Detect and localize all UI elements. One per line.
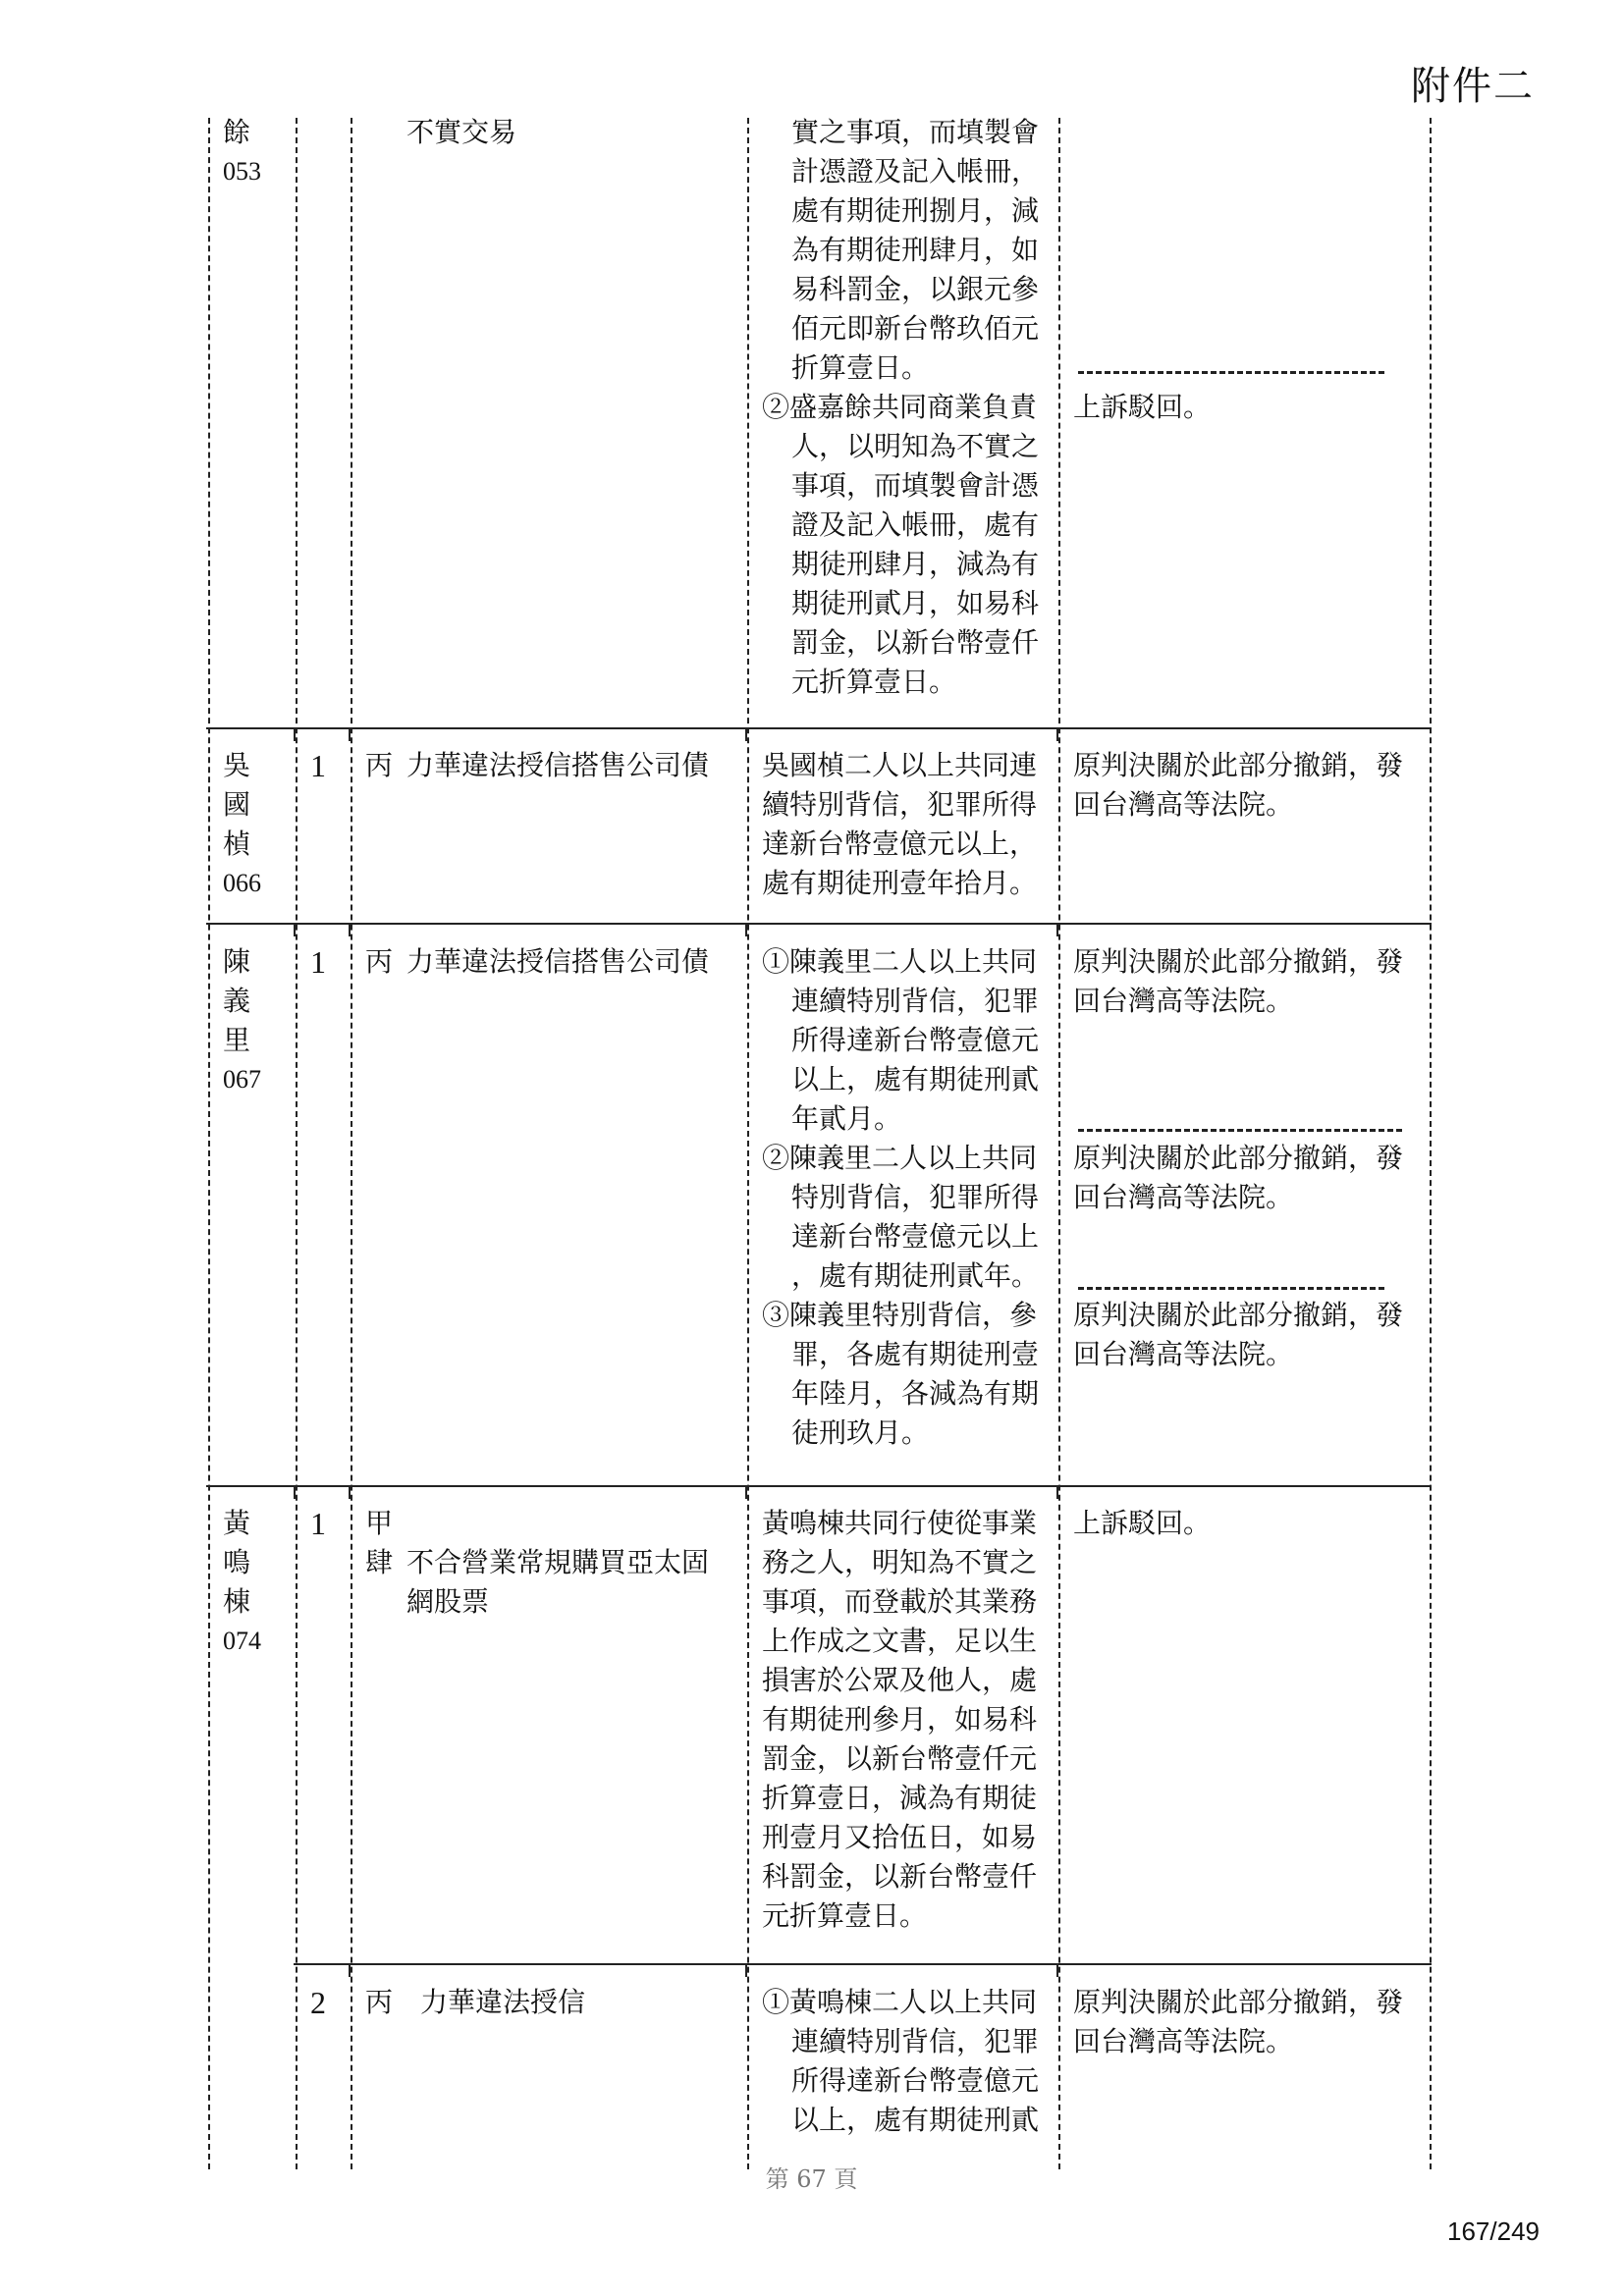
sentence-line: 吳國楨二人以上共同連 — [762, 749, 1038, 781]
defendant-name-char: 棟 — [223, 1585, 251, 1618]
sentence-line: ①黃鳴棟二人以上共同 — [762, 1986, 1038, 2018]
separator-tick — [349, 1485, 351, 1499]
sentence-line: 人，以明知為不實之 — [791, 430, 1040, 462]
ruling-text: 上訴駁回。 — [1073, 391, 1212, 423]
sentence-line: 達新台幣壹億元以上， — [762, 828, 1038, 860]
separator-tick — [349, 923, 351, 936]
defendant-code: 066 — [223, 869, 261, 897]
defendant-code: 074 — [223, 1627, 261, 1655]
column-rule — [351, 118, 352, 2169]
sentence-line: 黃鳴棟共同行使從事業 — [762, 1507, 1038, 1539]
sentence-line: ②盛嘉餘共同商業負責 — [762, 391, 1038, 423]
ruling-text: 回台灣高等法院。 — [1073, 1338, 1294, 1370]
sentence-line: 為有期徒刑肆月，如 — [791, 234, 1040, 266]
defendant-name-char: 陳 — [223, 945, 251, 978]
page-label: 第 67 頁 — [765, 2165, 858, 2193]
sentence-line: 損害於公眾及他人，處 — [762, 1664, 1038, 1696]
sentence-line: 事項，而填製會計憑 — [791, 469, 1040, 502]
sentence-line: 務之人，明知為不實之 — [762, 1546, 1038, 1578]
column-rule — [747, 118, 749, 2169]
entry-category: 甲 — [365, 1507, 394, 1539]
ruling-text: 原判決關於此部分撤銷，發 — [1073, 1142, 1404, 1174]
sentence-line: ①陳義里二人以上共同 — [762, 945, 1038, 978]
sentence-line: 證及記入帳冊，處有 — [791, 508, 1040, 541]
defendant-name-char: 里 — [223, 1024, 251, 1056]
row-separator — [206, 727, 1432, 729]
sentence-line: 連續特別背信，犯罪 — [791, 2025, 1040, 2057]
sentence-line: ②陳義里二人以上共同 — [762, 1142, 1038, 1174]
sentence-line: 罰金，以新台幣壹仟元 — [762, 1742, 1038, 1775]
separator-tick — [745, 727, 747, 741]
sentence-line: 計憑證及記入帳冊， — [791, 155, 1040, 187]
sentence-line: 折算壹日。 — [791, 351, 930, 384]
ruling-text: 原判決關於此部分撤銷，發 — [1073, 1299, 1404, 1331]
sentence-line: 元折算壹日。 — [762, 1899, 928, 1932]
sentence-line: 處有期徒刑捌月，減 — [791, 194, 1040, 227]
sentence-line: 折算壹日，減為有期徒 — [762, 1782, 1038, 1814]
separator-tick — [349, 727, 351, 741]
defendant-name-char: 黃 — [223, 1507, 251, 1539]
sentence-line: 佰元即新台幣玖佰元 — [791, 312, 1040, 345]
sentence-line: 續特別背信，犯罪所得 — [762, 788, 1038, 821]
sentence-line: 期徒刑肆月，減為有 — [791, 548, 1040, 580]
entry-title: 網股票 — [406, 1585, 490, 1618]
ruling-divider — [1078, 1287, 1384, 1290]
sentence-line: 以上，處有期徒刑貳 — [791, 2104, 1040, 2136]
page-count: 167/249 — [1447, 2216, 1540, 2246]
sentence-line: 特別背信，犯罪所得 — [791, 1181, 1040, 1213]
sentence-line: ③陳義里特別背信，參 — [762, 1299, 1038, 1331]
entry-number: 1 — [310, 944, 326, 980]
separator-tick — [745, 923, 747, 936]
defendant-name-char: 義 — [223, 985, 251, 1017]
sentence-line: 事項，而登載於其業務 — [762, 1585, 1038, 1618]
sentence-line: 實之事項，而填製會 — [791, 116, 1040, 148]
defendant-name-char: 國 — [223, 788, 251, 821]
entry-category: 丙 — [365, 749, 394, 781]
defendant-name-char: 楨 — [223, 828, 251, 860]
entry-title: 力華違法授信 — [420, 1986, 586, 2018]
separator-tick — [349, 1963, 351, 1977]
entry-subcategory: 肆 — [365, 1546, 394, 1578]
separator-tick — [1056, 727, 1058, 741]
ruling-divider — [1078, 371, 1384, 374]
ruling-text: 原判決關於此部分撤銷，發 — [1073, 945, 1404, 978]
entry-title: 力華違法授信搭售公司債 — [406, 945, 710, 978]
sentence-line: 徒刑玖月。 — [791, 1416, 930, 1449]
ruling-text: 原判決關於此部分撤銷，發 — [1073, 1986, 1404, 2018]
sentence-line: 元折算壹日。 — [791, 666, 957, 698]
separator-tick — [1056, 923, 1058, 936]
sentence-line: 年陸月，各減為有期 — [791, 1377, 1040, 1410]
separator-tick — [745, 1485, 747, 1499]
sentence-line: 罪，各處有期徒刑壹 — [791, 1338, 1040, 1370]
sentence-line: 所得達新台幣壹億元 — [791, 1024, 1040, 1056]
entry-number: 2 — [310, 1985, 326, 2020]
sentence-line: 所得達新台幣壹億元 — [791, 2064, 1040, 2097]
ruling-text: 回台灣高等法院。 — [1073, 788, 1294, 821]
sentence-line: 連續特別背信，犯罪 — [791, 985, 1040, 1017]
column-rule — [1058, 118, 1060, 2169]
entry-category: 丙 — [365, 945, 394, 978]
row-separator — [206, 923, 1432, 925]
entry-category: 丙 — [365, 1986, 394, 2018]
entry-title: 力華違法授信搭售公司債 — [406, 749, 710, 781]
sentence-line: 罰金，以新台幣壹仟 — [791, 626, 1040, 659]
row-separator — [294, 1963, 1432, 1965]
column-rule — [208, 118, 210, 2169]
separator-tick — [294, 923, 296, 936]
ruling-text: 上訴駁回。 — [1073, 1507, 1212, 1539]
ruling-text: 原判決關於此部分撤銷，發 — [1073, 749, 1404, 781]
separator-tick — [1056, 1485, 1058, 1499]
entry-number: 1 — [310, 1506, 326, 1541]
sentence-line: 科罰金，以新台幣壹仟 — [762, 1860, 1038, 1893]
column-rule — [296, 118, 298, 2169]
defendant-code: 067 — [223, 1065, 261, 1094]
entry-title: 不實交易 — [406, 116, 517, 148]
separator-tick — [745, 1963, 747, 1977]
sentence-line: ，處有期徒刑貳年。 — [791, 1259, 1040, 1292]
column-rule — [1430, 118, 1432, 2169]
defendant-name-char: 餘 — [223, 116, 251, 148]
sentence-line: 處有期徒刑壹年拾月。 — [762, 867, 1038, 899]
defendant-name-char: 鳴 — [223, 1546, 251, 1578]
sentence-line: 期徒刑貳月，如易科 — [791, 587, 1040, 619]
sentence-line: 以上，處有期徒刑貳 — [791, 1063, 1040, 1095]
ruling-text: 回台灣高等法院。 — [1073, 985, 1294, 1017]
sentence-line: 上作成之文書，足以生 — [762, 1625, 1038, 1657]
sentence-line: 刑壹月又拾伍日，如易 — [762, 1821, 1038, 1853]
ruling-divider — [1078, 1129, 1402, 1132]
annex-label: 附件二 — [1411, 64, 1535, 109]
entry-number: 1 — [310, 748, 326, 783]
ruling-text: 回台灣高等法院。 — [1073, 1181, 1294, 1213]
sentence-line: 易科罰金，以銀元參 — [791, 273, 1040, 305]
sentence-line: 年貳月。 — [791, 1102, 902, 1135]
defendant-name-char: 吳 — [223, 749, 251, 781]
sentence-line: 達新台幣壹億元以上 — [791, 1220, 1040, 1253]
defendant-code: 053 — [223, 157, 261, 186]
separator-tick — [294, 727, 296, 741]
sentence-line: 有期徒刑參月，如易科 — [762, 1703, 1038, 1735]
separator-tick — [294, 1485, 296, 1499]
ruling-text: 回台灣高等法院。 — [1073, 2025, 1294, 2057]
separator-tick — [1056, 1963, 1058, 1977]
row-separator — [206, 1485, 1432, 1487]
entry-title: 不合營業常規購買亞太固 — [406, 1546, 710, 1578]
